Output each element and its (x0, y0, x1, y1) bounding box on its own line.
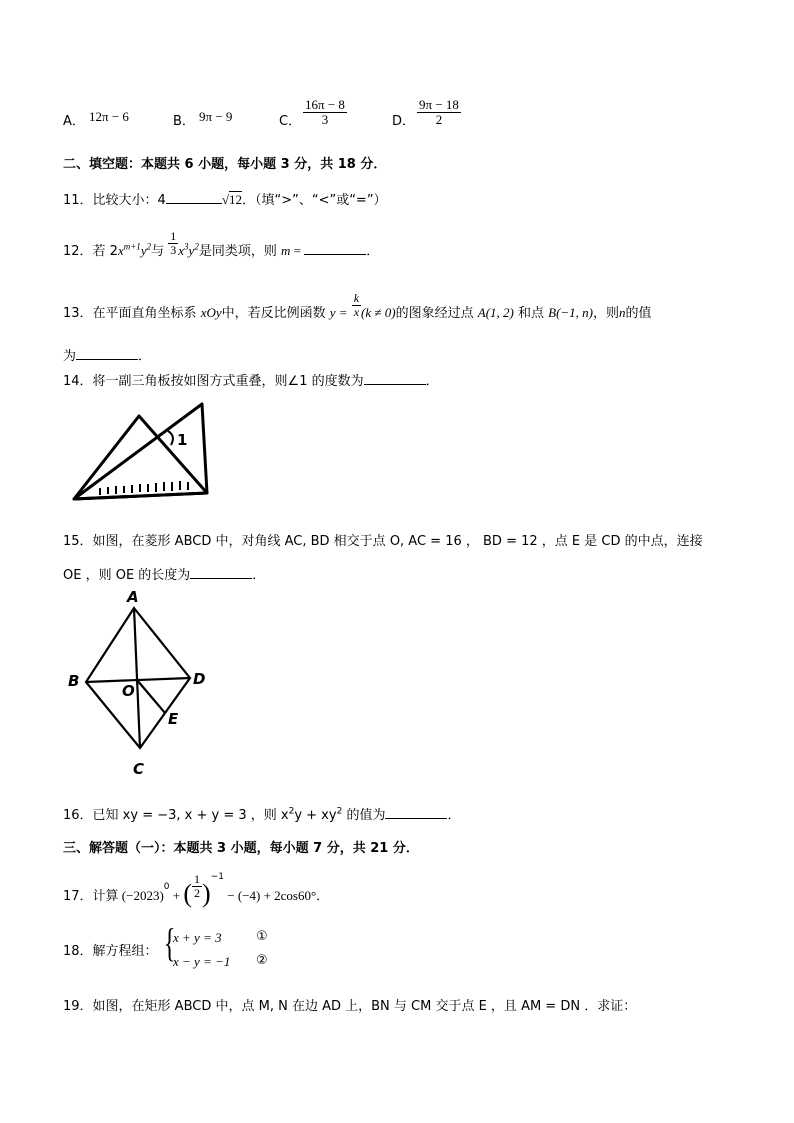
q17-frac-den: 2 (194, 886, 201, 900)
q17-text-a: 计算 (−2023) (92, 888, 164, 903)
q16-end: ． (447, 808, 461, 823)
q17-frac-num: 1 (194, 871, 201, 886)
option-b-letter: B． (173, 114, 195, 129)
option-a-text: 12π − 6 (89, 109, 129, 124)
q10-options (63, 97, 503, 136)
q13-text-e: 和点 (513, 306, 549, 322)
question-11 (63, 189, 387, 208)
option-c-fraction (303, 98, 347, 128)
option-c-denominator: 3 (321, 112, 329, 128)
q12-text4: = (290, 243, 305, 259)
segment-oe (137, 680, 165, 713)
vertex-a-label: A (127, 588, 139, 606)
q14-text: 将一副三角板按如图方式重叠，则∠1 的度数为 (92, 374, 364, 389)
q18-brace: { (163, 920, 176, 965)
q12-text2: 与 (151, 244, 165, 260)
q17-fraction (192, 873, 202, 900)
q14-end: ． (425, 374, 439, 389)
question-15-line2 (63, 564, 265, 583)
q13-text-d: 的图象经过点 (395, 306, 478, 322)
q19-number: 19． (63, 999, 93, 1014)
q13-frac-den: x (353, 305, 360, 320)
q18-label (63, 940, 158, 959)
q16-answer-blank[interactable] (385, 806, 447, 819)
option-c-letter: C． (279, 114, 302, 129)
q16-text-a: 已知 xy = −3, x + y = 3 ，则 x (92, 808, 289, 823)
q15-answer-blank[interactable] (190, 566, 252, 579)
q13-condition: (k ≠ 0) (361, 305, 396, 321)
q13-text-b: 中，若反比例函数 (221, 306, 330, 322)
q15-line1: 如图，在菱形 ABCD 中，对角线 AC, BD 相交于点 O, AC = 16 ， BD = 12 ，点 E 是 CD 的中点，连接 (92, 534, 703, 549)
q11-answer-blank[interactable] (166, 191, 222, 204)
q12-text3: 是同类项，则 (198, 244, 281, 260)
q13-xoy: xOy (200, 305, 222, 321)
q18-mark-1: ① (256, 929, 268, 944)
q17-number: 17． (63, 889, 93, 904)
vertex-d-label: D (193, 670, 206, 688)
q16-text-c: 的值为 (342, 808, 386, 823)
option-d-letter: D． (392, 114, 416, 129)
section-3-heading: 三、解答题（一）：本题共 3 小题，每小题 7 分，共 21 分． (63, 841, 419, 856)
q12-number: 12． (63, 244, 93, 260)
q18-mark-2: ② (256, 953, 268, 968)
q13-text-f: ，则 (593, 306, 620, 322)
q18-number: 18． (63, 944, 93, 959)
q15-end: ． (252, 568, 266, 583)
sqrt-sign: √ (221, 192, 229, 207)
q13-line2-end: ． (138, 349, 152, 364)
q15-line2: OE ，则 OE 的长度为 (63, 568, 191, 583)
q12-text1: 若 2 (92, 244, 118, 260)
q17-left-paren: ( (183, 879, 193, 908)
point-e-label: E (168, 710, 179, 728)
q19-text: 如图，在矩形 ABCD 中，点 M, N 在边 AD 上，BN 与 CM 交于点 E ，且 AM = DN ．求证： (92, 999, 637, 1014)
question-12: 12．若 $2x^{m+1}y^2$与 $\frac{1}{3}$ $x^3y^2$是同类项，则 m = ． (63, 229, 380, 260)
q12-answer-blank[interactable] (304, 242, 366, 255)
q11-number: 11． (63, 193, 93, 208)
question-13-line1: 13．在平面直角坐标系 xOy中，若反比例函数 y = $\frac{k}{x}$ (k ≠ 0)的图象经过点 A(1, 2) 和点 B(−1, n)，则n的值 (63, 291, 652, 322)
q12-frac-num: 1 (170, 229, 177, 243)
q11-text-before: 比较大小：4 (92, 193, 166, 208)
section-2-heading: 二、填空题：本题共 6 小题，每小题 3 分，共 18 分． (63, 157, 387, 172)
q11-radicand: 12 (228, 192, 242, 207)
q13-text-g: 的值 (625, 306, 652, 322)
q12-exp-y1: 2 (146, 241, 152, 252)
question-19 (63, 995, 636, 1014)
q13-line2-text: 为 (63, 349, 77, 364)
q16-text-b: y + xy (294, 808, 337, 823)
question-17 (63, 867, 329, 907)
option-d-fraction (417, 98, 461, 128)
q13-fraction (352, 292, 361, 319)
q13-point-a: A(1, 2) (477, 305, 514, 321)
q14-triangle-figure (64, 398, 216, 506)
question-15-line1 (63, 530, 703, 549)
q15-rhombus-figure (64, 584, 224, 780)
point-o-label: O (122, 682, 135, 700)
q13-text-a: 在平面直角坐标系 (92, 306, 201, 322)
q13-frac-num: k (353, 291, 360, 305)
q17-exp0: 0 (163, 881, 170, 892)
q18-text: 解方程组： (92, 944, 158, 959)
q16-number: 16． (63, 808, 93, 823)
q12-fraction (168, 230, 178, 257)
q14-number: 14． (63, 374, 93, 389)
q12-end: ． (366, 244, 380, 260)
angle-1-label: 1 (177, 431, 188, 449)
q14-answer-blank[interactable] (364, 372, 426, 385)
option-d-denominator: 2 (435, 112, 443, 128)
q12-exp2: 3 (184, 241, 189, 252)
vertex-b-label: B (68, 672, 80, 690)
diagonal-ac (134, 608, 140, 748)
question-13-line2 (63, 345, 151, 364)
vertex-c-label: C (133, 760, 145, 778)
q17-exp-neg1: −1 (210, 871, 224, 882)
angle-1-arc (168, 431, 173, 445)
q18-equation-2: x − y = −1 (173, 954, 231, 969)
q13-number: 13． (63, 306, 93, 322)
q17-right-paren: ) (202, 879, 211, 908)
q15-number: 15． (63, 534, 93, 549)
q18-equation-1: x + y = 3 (173, 930, 222, 945)
question-14 (63, 370, 439, 389)
q12-exp1: m+1 (123, 241, 141, 252)
option-c-numerator: 16π − 8 (305, 97, 345, 112)
q13-answer-blank[interactable] (76, 347, 138, 360)
question-16: 16．已知 xy = −3, x + y = 3 ，则 $x^2y + xy^2$ 的值为 ． (63, 806, 461, 823)
option-d-numerator: 9π − 18 (419, 97, 459, 112)
q12-exp-y2: 2 (194, 241, 199, 252)
q11-text-after: ．（填“>”、“<”或“=”） (241, 193, 387, 208)
q17-text-c: − (−4) + 2cos60°． (224, 888, 330, 903)
q17-text-b: + (169, 888, 184, 903)
q12-frac-den: 3 (170, 243, 177, 258)
option-b-text: 9π − 9 (199, 109, 233, 124)
option-a-letter: A． (63, 114, 85, 129)
q13-point-b: B(−1, n) (548, 305, 593, 321)
